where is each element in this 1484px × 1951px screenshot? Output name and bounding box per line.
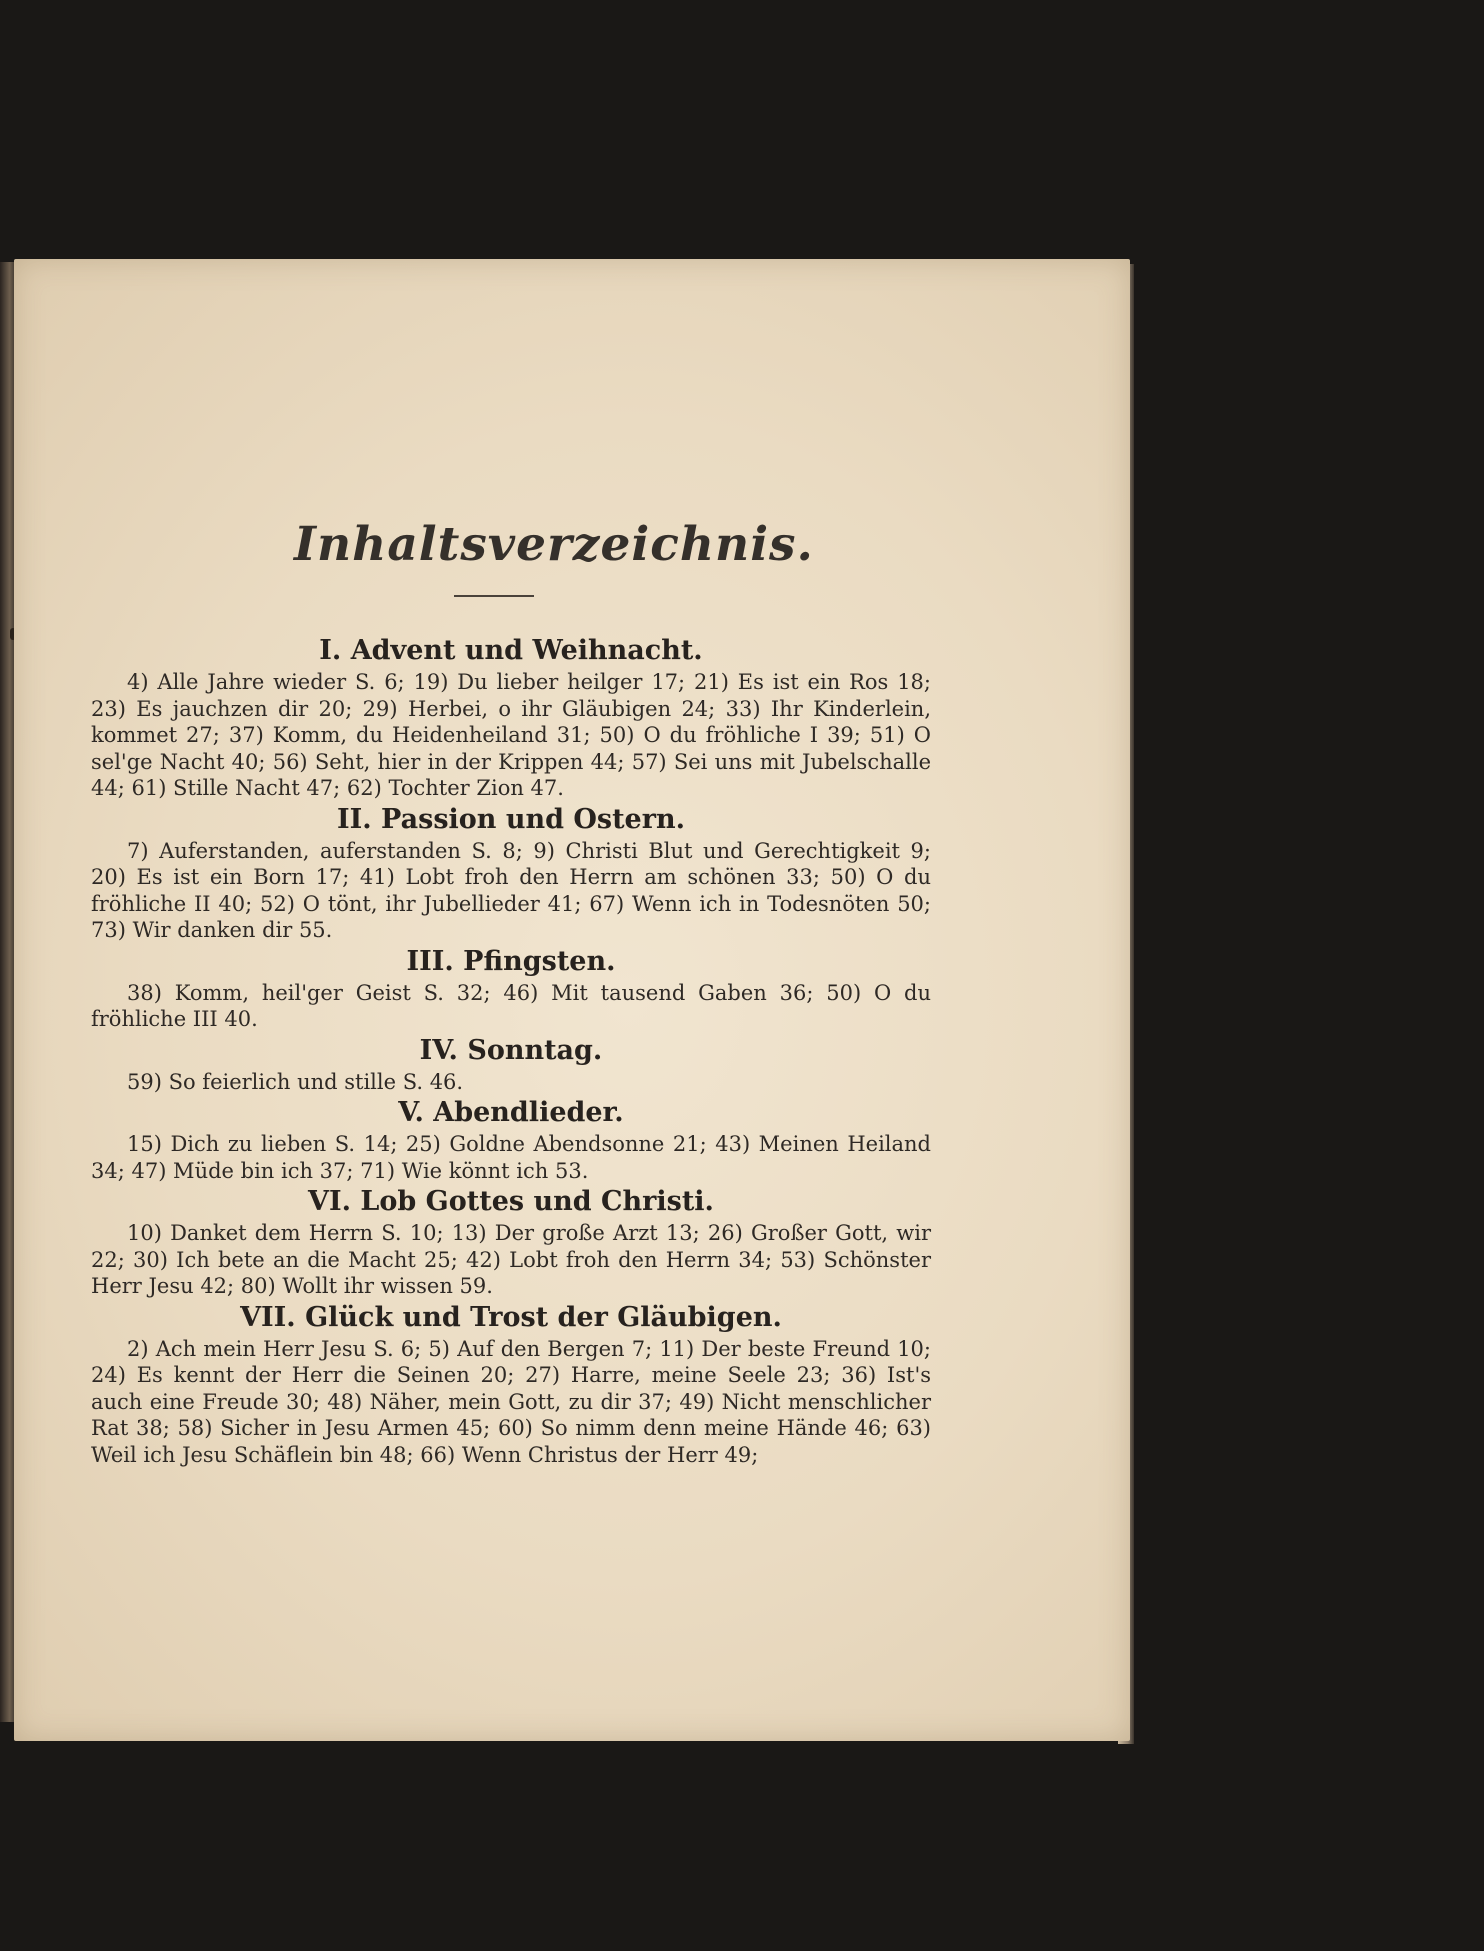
section-heading-glueck: VII. Glück und Trost der Gläubigen. [240, 1301, 782, 1333]
section-heading-advent: I. Advent und Weihnacht. [319, 635, 703, 666]
section-entries-glueck: 2) Ach mein Herr Jesu S. 6; 5) Auf den Bergen 7; 11) Der beste Freund 10; 24) Es kennt der Herr die Seinen 20; 27) Harre, meine Seele 23; 36) Ist's auch eine Freude 30; 48) Näher, mein Gott, zu dir 37; 49) Nicht menschlicher Rat 38; 58) Sicher in Jesu Armen 45; 60) So nimm denn meine Hände 46; 63) Weil ich Jesu Schäflein bin 48; 66) Wenn Christus der Herr 49; [91, 1336, 931, 1467]
table-of-contents [91, 633, 931, 1468]
book-page [14, 259, 1130, 1741]
section-entries-lob: 10) Danket dem Herrn S. 10; 13) Der große Arzt 13; 26) Großer Gott, wir 22; 30) Ich bete an die Macht 25; 42) Lobt froh den Herrn 34; 53) Schönster Herr Jesu 42; 80) Wollt ihr wissen 59. [91, 1221, 931, 1298]
section-heading-pfingsten: III. Pfingsten. [406, 945, 616, 977]
section-entries-abendlieder: 15) Dich zu lieben S. 14; 25) Goldne Abendsonne 21; 43) Meinen Heiland 34; 47) Müde bin ich 37; 71) Wie könnt ich 53. [91, 1132, 931, 1183]
section-heading-lob: VI. Lob Gottes und Christi. [308, 1186, 714, 1217]
section-entries-passion: 7) Auferstanden, auferstanden S. 8; 9) Christi Blut und Gerechtigkeit 9; 20) Es ist ein Born 17; 41) Lobt froh den Herrn am schönen 33; 50) O du fröhliche II 40; 52) O tönt, ihr Jubellieder 41; 67) Wenn ich in Todesnöten 50; 73) Wir danken dir 55. [91, 838, 931, 942]
section-heading-sonntag: IV. Sonntag. [419, 1034, 603, 1066]
page-title: Inhaltsverzeichnis. [294, 517, 814, 572]
section-entries-sonntag: 59) So feierlich und stille S. 46. [127, 1069, 464, 1094]
section-entries-pfingsten: 38) Komm, heil'ger Geist S. 32; 46) Mit tausend Gaben 36; 50) O du fröhliche III 40. [91, 980, 931, 1031]
section-heading-abendlieder: V. Abendlieder. [398, 1097, 624, 1128]
title-divider [454, 595, 534, 597]
section-entries-advent: 4) Alle Jahre wieder S. 6; 19) Du lieber heilger 17; 21) Es ist ein Ros 18; 23) Es jauchzen dir 20; 29) Herbei, o ihr Gläubigen 24; 33) Ihr Kinderlein, kommet 27; 37) Komm, du Heidenheiland 31; 50) O du fröhliche I 39; 51) O sel'ge Nacht 40; 56) Seht, hier in der Krippen 44; 57) Sei uns mit Jubelschalle 44; 61) Stille Nacht 47; 62) Tochter Zion 47. [91, 670, 931, 800]
section-heading-passion: II. Passion und Ostern. [337, 803, 685, 835]
